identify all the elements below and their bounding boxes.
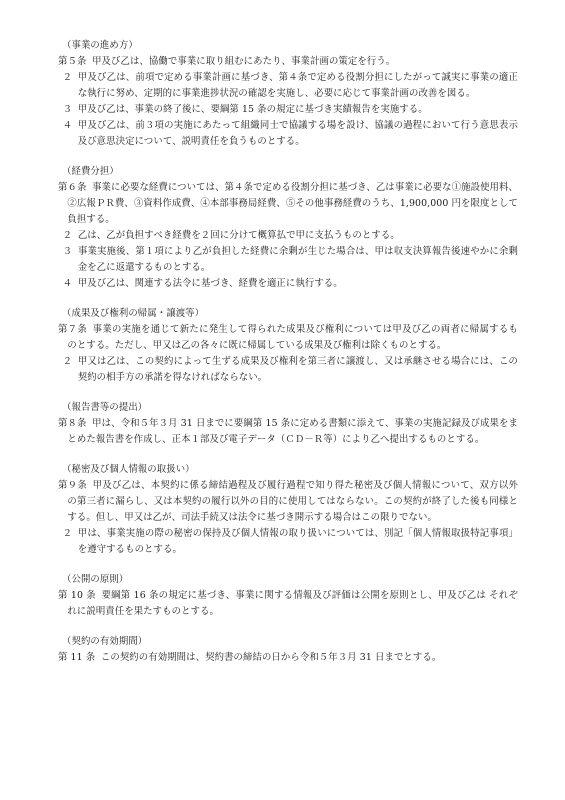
clause-item bbox=[58, 244, 518, 276]
contract-section bbox=[58, 462, 518, 558]
article-paragraph bbox=[58, 650, 518, 666]
clause-text: 甲又は乙は、この契約によって生ずる成果及び権利を第三者に譲渡し、又は承継させる場合には、この契約の相手方の承諾を得なければならない。 bbox=[77, 356, 518, 383]
article-number: 第９条 bbox=[58, 480, 88, 491]
clause-number: ２ bbox=[62, 356, 73, 367]
clause-number: ２ bbox=[62, 72, 73, 83]
article-text: 要綱第 16 条の規定に基づき、事業に関する情報及び評価は公開を原則とし、甲及び乙は それぞれに説明責任を果たすものとする。 bbox=[67, 590, 518, 617]
contract-section bbox=[58, 572, 518, 620]
clause-number: ３ bbox=[62, 104, 73, 115]
article-paragraph bbox=[58, 588, 518, 620]
clause-text: 事業実施後、第１項により乙が負担した経費に余剰が生じた場合は、甲は収支決算報告後速やかに余剰金を乙に返還するものとする。 bbox=[77, 246, 518, 273]
section-heading: （契約の有効期間） bbox=[62, 636, 148, 647]
section-heading: （事業の進め方） bbox=[62, 40, 138, 51]
clause-text: 甲及び乙は、前３項の実施にあたって組織同士で協議する場を設け、協議の過程において行う意思表示及び意思決定について、説明責任を負うものとする。 bbox=[77, 120, 518, 147]
clause-number: ２ bbox=[62, 528, 73, 539]
article-text: この契約の有効期間は、契約書の締結の日から令和５年３月 31 日までとする。 bbox=[100, 652, 442, 663]
contract-section bbox=[58, 634, 518, 666]
article-number: 第８条 bbox=[58, 418, 87, 429]
article-text: 甲及び乙は、本契約に係る締結過程及び履行過程で知り得た秘密及び個人情報について、双方以外の第三者に漏らし、又は本契約の履行以外の目的に使用してはならない。この契約が終了した後も同様とする。但し、甲又は乙が、司法手続又は法令に基づき開示する場合はこの限りでない。 bbox=[67, 480, 518, 523]
contract-document bbox=[58, 38, 518, 680]
clause-item bbox=[58, 70, 518, 102]
clause-item bbox=[58, 354, 518, 386]
article-number: 第 11 条 bbox=[58, 652, 96, 663]
section-heading: （秘密及び個人情報の取扱い） bbox=[62, 464, 195, 475]
clause-item bbox=[58, 102, 518, 118]
article-number: 第６条 bbox=[58, 182, 87, 193]
article-paragraph bbox=[58, 54, 518, 70]
article-paragraph bbox=[58, 416, 518, 448]
clause-number: ３ bbox=[62, 246, 73, 257]
clause-item bbox=[58, 118, 518, 150]
clause-text: 乙は、乙が負担すべき経費を２回に分けて概算払で甲に支払うものとする。 bbox=[77, 230, 400, 241]
contract-section bbox=[58, 306, 518, 386]
section-heading: （経費分担） bbox=[62, 166, 119, 177]
article-text: 事業に必要な経費については、第４条で定める役割分担に基づき、乙は事業に必要な①施設使用料、②広報ＰＲ費、③資料作成費、④本部事務局経費、⑤その他事務経費のうち、1,900,000 円を限度として負担する。 bbox=[67, 182, 518, 225]
article-paragraph bbox=[58, 180, 518, 228]
clause-number: ２ bbox=[62, 230, 73, 241]
section-heading: （報告書等の提出） bbox=[62, 402, 148, 413]
article-number: 第７条 bbox=[58, 324, 88, 335]
section-heading: （成果及び権利の帰属・譲渡等） bbox=[62, 308, 205, 319]
contract-section bbox=[58, 164, 518, 292]
contract-section bbox=[58, 38, 518, 150]
article-paragraph bbox=[58, 478, 518, 526]
contract-section bbox=[58, 400, 518, 448]
clause-text: 甲及び乙は、事業の終了後に、要綱第 15 条の規定に基づき実績報告を実施する。 bbox=[77, 104, 428, 115]
clause-item bbox=[58, 276, 518, 292]
article-text: 甲及び乙は、協働で事業に取り組むにあたり、事業計画の策定を行う。 bbox=[92, 56, 396, 67]
clause-number: ４ bbox=[62, 278, 73, 289]
clause-item bbox=[58, 526, 518, 558]
clause-text: 甲及び乙は、関連する法令に基づき、経費を適正に執行する。 bbox=[77, 278, 343, 289]
section-heading: （公開の原則） bbox=[62, 574, 129, 585]
clause-item bbox=[58, 228, 518, 244]
clause-text: 甲は、事業実施の際の秘密の保持及び個人情報の取り扱いについては、別記「個人情報取扱特記事項」を遵守するものとする。 bbox=[77, 528, 518, 555]
article-number: 第５条 bbox=[58, 56, 87, 67]
clause-text: 甲及び乙は、前項で定める事業計画に基づき、第４条で定める役割分担にしたがって誠実に事業の適正な執行に努め、定期的に事業進捗状況の確認を実施し、必要に応じて事業計画の改善を図る。 bbox=[77, 72, 518, 99]
article-text: 甲は、令和５年３月 31 日までに要綱第 15 条に定める書類に添えて、事業の実施記録及び成果をまとめた報告書を作成し、正本１部及び電子データ（ＣＤ－Ｒ等）により乙へ提出するものとする。 bbox=[67, 418, 518, 445]
article-paragraph bbox=[58, 322, 518, 354]
clause-number: ４ bbox=[62, 120, 73, 131]
article-number: 第 10 条 bbox=[58, 590, 96, 601]
article-text: 事業の実施を通じて新たに発生して得られた成果及び権利については甲及び乙の両者に帰属するものとする。ただし、甲又は乙の各々に既に帰属している成果及び権利は除くものとする。 bbox=[67, 324, 518, 351]
